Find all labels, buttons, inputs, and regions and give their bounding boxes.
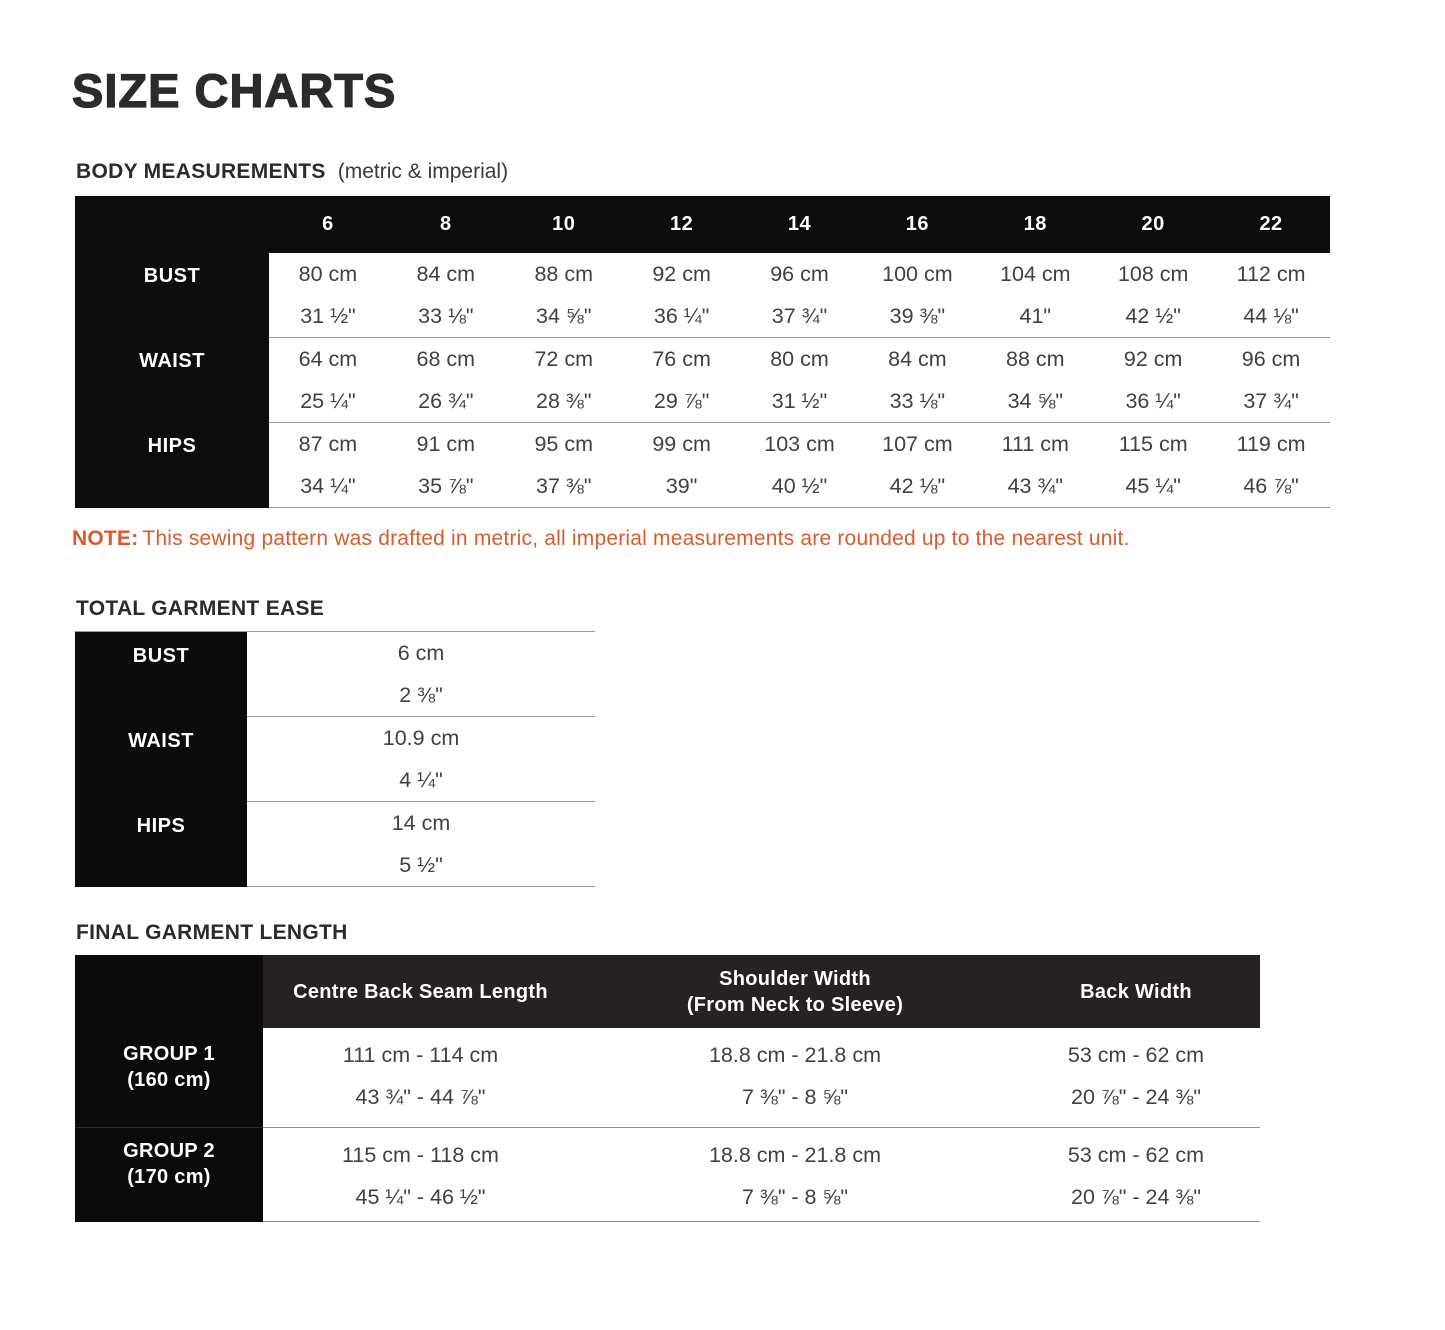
gl-row-data [263,1028,1260,1128]
ease-in-value: 4 ¼" [399,767,443,792]
bm-cell-in: 42 ⅛" [889,473,946,498]
ease-row-data [247,802,595,887]
bm-size-header: 20 [1141,213,1165,235]
ease-row-data [247,717,595,802]
bm-cell-in: 34 ⅝" [1007,388,1064,413]
note-text: This sewing pattern was drafted in metric, all imperial measurements are rounded up to the nearest unit. [142,527,1130,550]
ease-row-data [247,632,595,717]
gl-col-header-shoulder-width: Shoulder Width (From Neck to Sleeve) [578,955,1012,1028]
garment-length-table [75,955,1260,1222]
bm-cell-cm: 119 cm [1236,431,1306,456]
gl-row-data [263,1128,1260,1222]
bm-cell-in: 39 ⅜" [889,303,946,328]
bm-cell-cm: 99 cm [652,431,711,456]
gl-header-row [75,955,1260,1028]
ease-row-bust [75,632,595,717]
bm-cell-cm: 107 cm [882,431,953,456]
gl-cell-shoulder-width [578,1134,1012,1221]
ease-row-label: WAIST [75,717,247,802]
ease-row-hips [75,802,595,887]
bm-in-line [269,465,1330,507]
gl-cm-value: 111 cm - 114 cm [342,1042,499,1067]
bm-cell-cm: 96 cm [1241,346,1301,371]
bm-cell-in: 36 ¼" [1125,388,1181,413]
bm-cell-cm: 87 cm [298,431,358,456]
bm-cell-cm: 96 cm [770,261,829,286]
body-measurements-table [75,196,1330,508]
gl-in-value: 45 ¼" - 46 ½" [355,1184,486,1209]
gl-in-value: 20 ⅞" - 24 ⅜" [1070,1184,1201,1209]
gl-cm-value: 18.8 cm - 21.8 cm [708,1142,882,1167]
bm-row-bust [75,253,1330,338]
bm-size-header: 6 [322,213,334,235]
bm-cell-cm: 88 cm [1006,346,1065,371]
bm-size-header: 8 [440,213,452,235]
bm-cell-cm: 72 cm [534,346,593,371]
gl-in-value: 20 ⅞" - 24 ⅜" [1070,1084,1201,1109]
bm-cell-in: 39" [665,473,698,498]
gl-col-header-back-width: Back Width [1012,955,1260,1028]
gl-in-value: 43 ¾" - 44 ⅞" [355,1084,486,1109]
bm-cell-cm: 68 cm [416,346,476,371]
bm-cell-in: 26 ¾" [418,388,474,413]
bm-cell-cm: 111 cm [1001,431,1069,456]
gl-cm-value: 18.8 cm - 21.8 cm [708,1042,882,1067]
bm-cell-in: 33 ⅛" [889,388,946,413]
bm-cell-cm: 115 cm [1118,431,1188,456]
garment-ease-table [75,631,595,887]
bm-size-header: 22 [1259,213,1283,235]
bm-cm-line [269,423,1330,465]
bm-cell-cm: 84 cm [888,346,947,371]
bm-cell-cm: 95 cm [534,431,593,456]
bm-cell-in: 37 ¾" [771,303,828,328]
bm-row-data [269,423,1330,508]
ease-cm-value: 10.9 cm [382,725,460,750]
bm-cell-in: 46 ⅞" [1243,473,1299,498]
bm-cell-in: 34 ⅝" [536,303,592,328]
bm-cell-in: 44 ⅛" [1243,303,1299,328]
bm-row-label: WAIST [75,338,269,423]
bm-cell-cm: 103 cm [764,431,835,456]
bm-row-hips [75,423,1330,508]
bm-cm-line [269,253,1330,295]
bm-cell-cm: 100 cm [882,261,953,286]
ease-row-label: HIPS [75,802,247,887]
bm-cell-in: 37 ⅜" [536,473,592,498]
gl-in-value: 7 ⅜" - 8 ⅝" [741,1184,849,1209]
note-label: NOTE: [72,527,139,550]
bm-cell-in: 37 ¾" [1243,388,1299,413]
body-measurements-heading: BODY MEASUREMENTS (metric & imperial) [76,160,509,183]
gl-cell-back-width [1012,1134,1260,1221]
bm-cell-in: 35 ⅞" [418,473,474,498]
bm-cell-in: 31 ½" [771,388,828,413]
bm-cell-cm: 80 cm [298,261,358,286]
ease-row-label: BUST [75,632,247,717]
bm-cell-in: 33 ⅛" [418,303,474,328]
bm-size-header: 14 [787,213,812,235]
garment-length-heading: FINAL GARMENT LENGTH [76,921,348,944]
bm-cell-in: 41" [1019,303,1052,328]
ease-cm-value: 6 cm [397,640,445,665]
bm-size-header: 12 [669,213,694,235]
bm-cell-cm: 108 cm [1117,261,1189,286]
ease-cm-value: 14 cm [391,810,451,835]
ease-in-value: 2 ⅜" [399,682,443,707]
bm-row-data [269,338,1330,423]
gl-cm-value: 53 cm - 62 cm [1067,1042,1205,1067]
bm-cell-in: 43 ¾" [1007,473,1064,498]
bm-cell-in: 40 ½" [771,473,828,498]
bm-cell-cm: 92 cm [1123,346,1183,371]
gl-header-corner [75,955,263,1028]
metric-note [72,527,1130,551]
bm-cell-in: 25 ¼" [300,388,356,413]
gl-cell-shoulder-width [578,1034,1012,1127]
gl-col-header-centre-back: Centre Back Seam Length [263,955,578,1028]
bm-cell-cm: 104 cm [1000,261,1071,286]
body-measurements-heading-bold: BODY MEASUREMENTS [76,160,326,183]
bm-cell-in: 31 ½" [300,303,356,328]
bm-row-waist [75,338,1330,423]
bm-size-header: 18 [1023,213,1047,235]
bm-cell-cm: 92 cm [652,261,711,286]
bm-cell-in: 28 ⅜" [536,388,592,413]
bm-size-header-row [75,196,1330,253]
bm-cell-cm: 88 cm [534,261,593,286]
bm-size-header: 16 [905,213,930,235]
ease-in-value: 5 ½" [399,852,443,877]
bm-in-line [269,380,1330,422]
gl-in-value: 7 ⅜" - 8 ⅝" [741,1084,849,1109]
gl-cell-back-width [1012,1034,1260,1127]
bm-row-label: BUST [75,253,269,338]
bm-cell-cm: 64 cm [298,346,358,371]
gl-cell-centre-back [263,1034,578,1127]
gl-row-group1 [75,1028,1260,1128]
gl-cm-value: 115 cm - 118 cm [342,1142,499,1167]
bm-row-label: HIPS [75,423,269,508]
bm-cell-cm: 76 cm [652,346,711,371]
bm-row-data [269,253,1330,338]
gl-row-label: GROUP 1 (160 cm) [75,1028,263,1128]
bm-cm-line [269,338,1330,380]
bm-cell-cm: 91 cm [416,431,476,456]
garment-ease-heading: TOTAL GARMENT EASE [76,597,325,620]
bm-cell-cm: 80 cm [770,346,829,371]
ease-row-waist [75,717,595,802]
bm-cell-in: 42 ½" [1125,303,1181,328]
gl-row-label: GROUP 2 (170 cm) [75,1128,263,1222]
bm-cell-in: 45 ¼" [1125,473,1181,498]
bm-size-header: 10 [552,213,576,235]
gl-cell-centre-back [263,1134,578,1221]
bm-cell-in: 29 ⅞" [653,388,710,413]
page-title: SIZE CHARTS [72,64,397,117]
bm-cell-in: 36 ¼" [653,303,710,328]
gl-cm-value: 53 cm - 62 cm [1067,1142,1205,1167]
gl-row-group2 [75,1128,1260,1222]
bm-in-line [269,295,1330,337]
bm-cell-cm: 84 cm [416,261,476,286]
bm-cell-in: 34 ¼" [300,473,356,498]
bm-cell-cm: 112 cm [1236,261,1306,286]
